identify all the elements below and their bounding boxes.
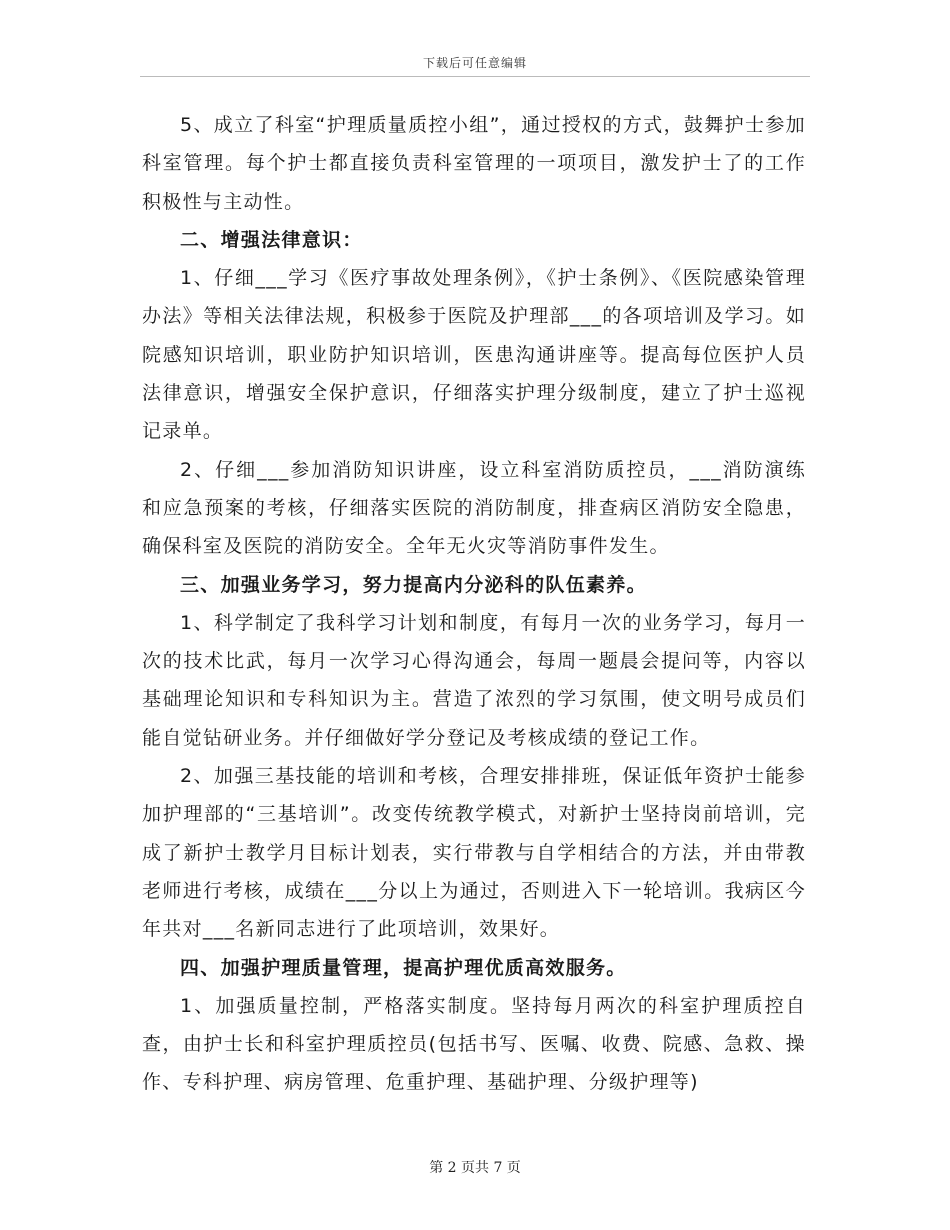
section-heading: 三、加强业务学习，努力提高内分泌科的队伍素养。 (180, 573, 647, 596)
document-body (142, 106, 806, 1102)
paragraph-body: 2、加强三基技能的培训和考核，合理安排排班，保证低年资护士能参加护理部的“三基培训”。改变传统教学模式，对新护士坚持岗前培训，完成了新护士教学月目标计划表，实行带教与自学相结合的方法，并由带教老师进行考核，成绩在___分以上为通过，否则进入下一轮培训。我病区今年共对___名新同志进行了此项培训，效果好。 (142, 765, 806, 941)
page-footer: 第 2 页共 7 页 (429, 1160, 521, 1176)
paragraph-body: 1、加强质量控制，严格落实制度。坚持每月两次的科室护理质控自查，由护士长和科室护理质控员(包括书写、医嘱、收费、院感、急救、操作、专科护理、病房管理、危重护理、基础护理、分级护理等) (142, 994, 806, 1094)
paragraph-body: 1、仔细___学习《医疗事故处理条例》，《护士条例》、《医院感染管理办法》等相关法律法规，积极参于医院及护理部___的各项培训及学习。如院感知识培训，职业防护知识培训，医患沟通讲座等。提高每位医护人员法律意识，增强安全保护意识，仔细落实护理分级制度，建立了护士巡视记录单。 (142, 267, 806, 443)
paragraph-body: 1、科学制定了我科学习计划和制度，有每月一次的业务学习，每月一次的技术比武，每月一次学习心得沟通会，每周一题晨会提问等，内容以基础理论知识和专科知识为主。营造了浓烈的学习氛围，使文明号成员们能自觉钻研业务。并仔细做好学分登记及考核成绩的登记工作。 (142, 611, 806, 749)
section-heading: 二、增强法律意识： (180, 228, 363, 251)
paragraph-body: 2、仔细___参加消防知识讲座，设立科室消防质控员，___消防演练和应急预案的考核，仔细落实医院的消防制度，排查病区消防安全隐患，确保科室及医院的消防安全。全年无火灾等消防事件发生。 (142, 458, 806, 558)
paragraph-body: 5、成立了科室“护理质量质控小组”，通过授权的方式，鼓舞护士参加科室管理。每个护士都直接负责科室管理的一项项目，激发护士了的工作积极性与主动性。 (142, 114, 806, 213)
page-header: 下载后可任意编辑 (422, 56, 527, 70)
section-heading: 四、加强护理质量管理，提高护理优质高效服务。 (180, 956, 627, 979)
header-divider (140, 76, 810, 77)
